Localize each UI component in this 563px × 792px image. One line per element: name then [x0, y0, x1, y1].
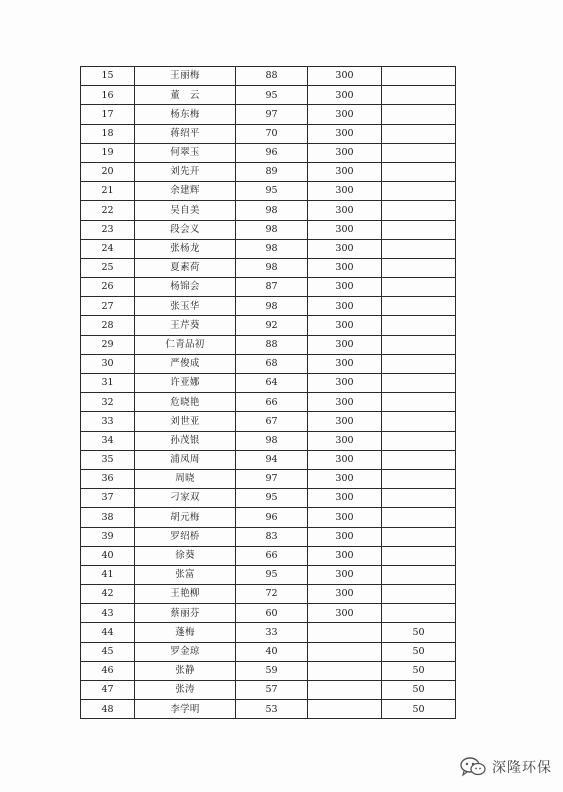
table-row [81, 431, 456, 450]
amount-300-cell [308, 642, 382, 661]
name-cell: 刁家双 [135, 489, 236, 508]
score-cell: 92 [236, 316, 308, 335]
amount-300-cell: 300 [308, 546, 382, 565]
name-cell: 周晓 [135, 469, 236, 488]
name-cell: 蔡丽芬 [135, 604, 236, 623]
name-cell: 孙茂银 [135, 431, 236, 450]
amount-300-cell: 300 [308, 201, 382, 220]
table-row [81, 604, 456, 623]
row-number-cell: 35 [81, 450, 135, 469]
amount-300-cell [308, 623, 382, 642]
row-number-cell: 47 [81, 681, 135, 700]
name-cell: 杨东梅 [135, 105, 236, 124]
name-cell: 王艳柳 [135, 585, 236, 604]
score-cell: 97 [236, 105, 308, 124]
table-row [81, 258, 456, 277]
row-number-cell: 40 [81, 546, 135, 565]
score-cell: 70 [236, 124, 308, 143]
name-cell: 徐葵 [135, 546, 236, 565]
amount-300-cell: 300 [308, 604, 382, 623]
name-cell: 刘世亚 [135, 412, 236, 431]
row-number-cell: 34 [81, 431, 135, 450]
table-row [81, 393, 456, 412]
amount-50-cell: 50 [382, 661, 456, 680]
table-row [81, 623, 456, 642]
row-number-cell: 24 [81, 239, 135, 258]
amount-50-cell [382, 86, 456, 105]
table-row [81, 700, 456, 719]
amount-300-cell: 300 [308, 565, 382, 584]
amount-50-cell [382, 565, 456, 584]
table-row [81, 412, 456, 431]
table-row [81, 661, 456, 680]
row-number-cell: 39 [81, 527, 135, 546]
row-number-cell: 41 [81, 565, 135, 584]
table-row [81, 681, 456, 700]
score-cell: 98 [236, 431, 308, 450]
table-row [81, 354, 456, 373]
amount-300-cell: 300 [308, 469, 382, 488]
row-number-cell: 45 [81, 642, 135, 661]
row-number-cell: 15 [81, 67, 135, 86]
row-number-cell: 16 [81, 86, 135, 105]
table-row [81, 143, 456, 162]
amount-50-cell [382, 546, 456, 565]
amount-50-cell [382, 143, 456, 162]
name-cell: 夏素荷 [135, 258, 236, 277]
amount-50-cell: 50 [382, 642, 456, 661]
score-cell: 95 [236, 86, 308, 105]
amount-50-cell [382, 182, 456, 201]
row-number-cell: 33 [81, 412, 135, 431]
name-cell: 蓬梅 [135, 623, 236, 642]
table-row [81, 565, 456, 584]
score-cell: 88 [236, 335, 308, 354]
amount-50-cell [382, 278, 456, 297]
amount-50-cell [382, 124, 456, 143]
row-number-cell: 46 [81, 661, 135, 680]
name-cell: 严俊成 [135, 354, 236, 373]
name-cell: 刘先开 [135, 162, 236, 181]
row-number-cell: 18 [81, 124, 135, 143]
amount-50-cell [382, 527, 456, 546]
table-row [81, 220, 456, 239]
name-cell: 杨锦会 [135, 278, 236, 297]
name-cell: 张玉华 [135, 297, 236, 316]
name-cell: 张富 [135, 565, 236, 584]
table-row [81, 86, 456, 105]
amount-50-cell [382, 201, 456, 220]
score-cell: 66 [236, 393, 308, 412]
name-cell: 张静 [135, 661, 236, 680]
row-number-cell: 25 [81, 258, 135, 277]
amount-50-cell [382, 604, 456, 623]
table-row [81, 297, 456, 316]
amount-300-cell: 300 [308, 316, 382, 335]
table-row [81, 450, 456, 469]
amount-300-cell [308, 661, 382, 680]
watermark [460, 757, 552, 777]
amount-300-cell: 300 [308, 335, 382, 354]
amount-300-cell [308, 681, 382, 700]
amount-300-cell: 300 [308, 354, 382, 373]
table-row [81, 201, 456, 220]
amount-50-cell [382, 220, 456, 239]
row-number-cell: 36 [81, 469, 135, 488]
name-cell: 蒋绍平 [135, 124, 236, 143]
score-cell: 94 [236, 450, 308, 469]
roster-table [80, 66, 456, 719]
amount-50-cell [382, 431, 456, 450]
amount-300-cell: 300 [308, 239, 382, 258]
name-cell: 余建辉 [135, 182, 236, 201]
name-cell: 何翠玉 [135, 143, 236, 162]
amount-300-cell [308, 700, 382, 719]
row-number-cell: 44 [81, 623, 135, 642]
score-cell: 98 [236, 220, 308, 239]
amount-300-cell: 300 [308, 258, 382, 277]
table-row [81, 316, 456, 335]
amount-300-cell: 300 [308, 162, 382, 181]
table-row [81, 124, 456, 143]
row-number-cell: 38 [81, 508, 135, 527]
row-number-cell: 23 [81, 220, 135, 239]
table-row [81, 182, 456, 201]
amount-300-cell: 300 [308, 585, 382, 604]
amount-50-cell [382, 105, 456, 124]
amount-300-cell: 300 [308, 450, 382, 469]
score-cell: 96 [236, 143, 308, 162]
amount-300-cell: 300 [308, 527, 382, 546]
name-cell: 浦凤周 [135, 450, 236, 469]
score-cell: 83 [236, 527, 308, 546]
score-cell: 57 [236, 681, 308, 700]
amount-50-cell [382, 585, 456, 604]
score-cell: 87 [236, 278, 308, 297]
score-cell: 68 [236, 354, 308, 373]
row-number-cell: 42 [81, 585, 135, 604]
score-cell: 88 [236, 67, 308, 86]
score-cell: 33 [236, 623, 308, 642]
amount-50-cell [382, 297, 456, 316]
row-number-cell: 29 [81, 335, 135, 354]
table-row [81, 67, 456, 86]
amount-50-cell [382, 354, 456, 373]
name-cell: 王丽梅 [135, 67, 236, 86]
amount-300-cell: 300 [308, 393, 382, 412]
table-row [81, 162, 456, 181]
row-number-cell: 21 [81, 182, 135, 201]
amount-300-cell: 300 [308, 124, 382, 143]
amount-300-cell: 300 [308, 374, 382, 393]
amount-50-cell: 50 [382, 700, 456, 719]
score-cell: 98 [236, 297, 308, 316]
amount-300-cell: 300 [308, 143, 382, 162]
name-cell: 危晓艳 [135, 393, 236, 412]
name-cell: 张杨龙 [135, 239, 236, 258]
score-cell: 95 [236, 182, 308, 201]
amount-300-cell: 300 [308, 431, 382, 450]
watermark-text: 深隆环保 [492, 760, 552, 776]
amount-50-cell [382, 258, 456, 277]
row-number-cell: 30 [81, 354, 135, 373]
score-cell: 64 [236, 374, 308, 393]
score-cell: 40 [236, 642, 308, 661]
score-cell: 67 [236, 412, 308, 431]
table-row [81, 374, 456, 393]
name-cell: 吴自美 [135, 201, 236, 220]
name-cell: 罗绍桥 [135, 527, 236, 546]
row-number-cell: 31 [81, 374, 135, 393]
score-cell: 95 [236, 489, 308, 508]
name-cell: 段会义 [135, 220, 236, 239]
name-cell: 张涛 [135, 681, 236, 700]
row-number-cell: 26 [81, 278, 135, 297]
score-cell: 97 [236, 469, 308, 488]
amount-50-cell: 50 [382, 623, 456, 642]
amount-300-cell: 300 [308, 297, 382, 316]
row-number-cell: 28 [81, 316, 135, 335]
score-cell: 66 [236, 546, 308, 565]
score-cell: 98 [236, 258, 308, 277]
table-row [81, 642, 456, 661]
amount-300-cell: 300 [308, 220, 382, 239]
table-row [81, 335, 456, 354]
amount-300-cell: 300 [308, 67, 382, 86]
score-cell: 59 [236, 661, 308, 680]
score-cell: 98 [236, 201, 308, 220]
table-row [81, 469, 456, 488]
table-body [81, 67, 456, 719]
name-cell: 王芹葵 [135, 316, 236, 335]
score-cell: 72 [236, 585, 308, 604]
score-cell: 98 [236, 239, 308, 258]
amount-50-cell [382, 412, 456, 431]
name-cell: 罗金琼 [135, 642, 236, 661]
amount-300-cell: 300 [308, 182, 382, 201]
amount-50-cell [382, 508, 456, 527]
table-row [81, 239, 456, 258]
amount-300-cell: 300 [308, 86, 382, 105]
amount-300-cell: 300 [308, 278, 382, 297]
score-cell: 89 [236, 162, 308, 181]
table-row [81, 278, 456, 297]
amount-300-cell: 300 [308, 412, 382, 431]
table-row [81, 527, 456, 546]
score-cell: 60 [236, 604, 308, 623]
row-number-cell: 19 [81, 143, 135, 162]
row-number-cell: 43 [81, 604, 135, 623]
amount-300-cell: 300 [308, 489, 382, 508]
score-cell: 96 [236, 508, 308, 527]
amount-50-cell [382, 489, 456, 508]
table-row [81, 105, 456, 124]
name-cell: 李学明 [135, 700, 236, 719]
row-number-cell: 37 [81, 489, 135, 508]
name-cell: 仁青品初 [135, 335, 236, 354]
table-row [81, 508, 456, 527]
table-row [81, 546, 456, 565]
amount-50-cell: 50 [382, 681, 456, 700]
amount-50-cell [382, 450, 456, 469]
score-cell: 95 [236, 565, 308, 584]
row-number-cell: 32 [81, 393, 135, 412]
wechat-icon [460, 757, 486, 777]
name-cell: 许亚娜 [135, 374, 236, 393]
amount-50-cell [382, 469, 456, 488]
amount-50-cell [382, 316, 456, 335]
amount-50-cell [382, 162, 456, 181]
amount-300-cell: 300 [308, 508, 382, 527]
row-number-cell: 22 [81, 201, 135, 220]
row-number-cell: 20 [81, 162, 135, 181]
amount-50-cell [382, 335, 456, 354]
amount-50-cell [382, 393, 456, 412]
amount-50-cell [382, 374, 456, 393]
table-row [81, 489, 456, 508]
row-number-cell: 17 [81, 105, 135, 124]
table-row [81, 585, 456, 604]
name-cell: 董 云 [135, 86, 236, 105]
score-cell: 53 [236, 700, 308, 719]
amount-50-cell [382, 67, 456, 86]
name-cell: 胡元梅 [135, 508, 236, 527]
row-number-cell: 27 [81, 297, 135, 316]
row-number-cell: 48 [81, 700, 135, 719]
amount-50-cell [382, 239, 456, 258]
amount-300-cell: 300 [308, 105, 382, 124]
